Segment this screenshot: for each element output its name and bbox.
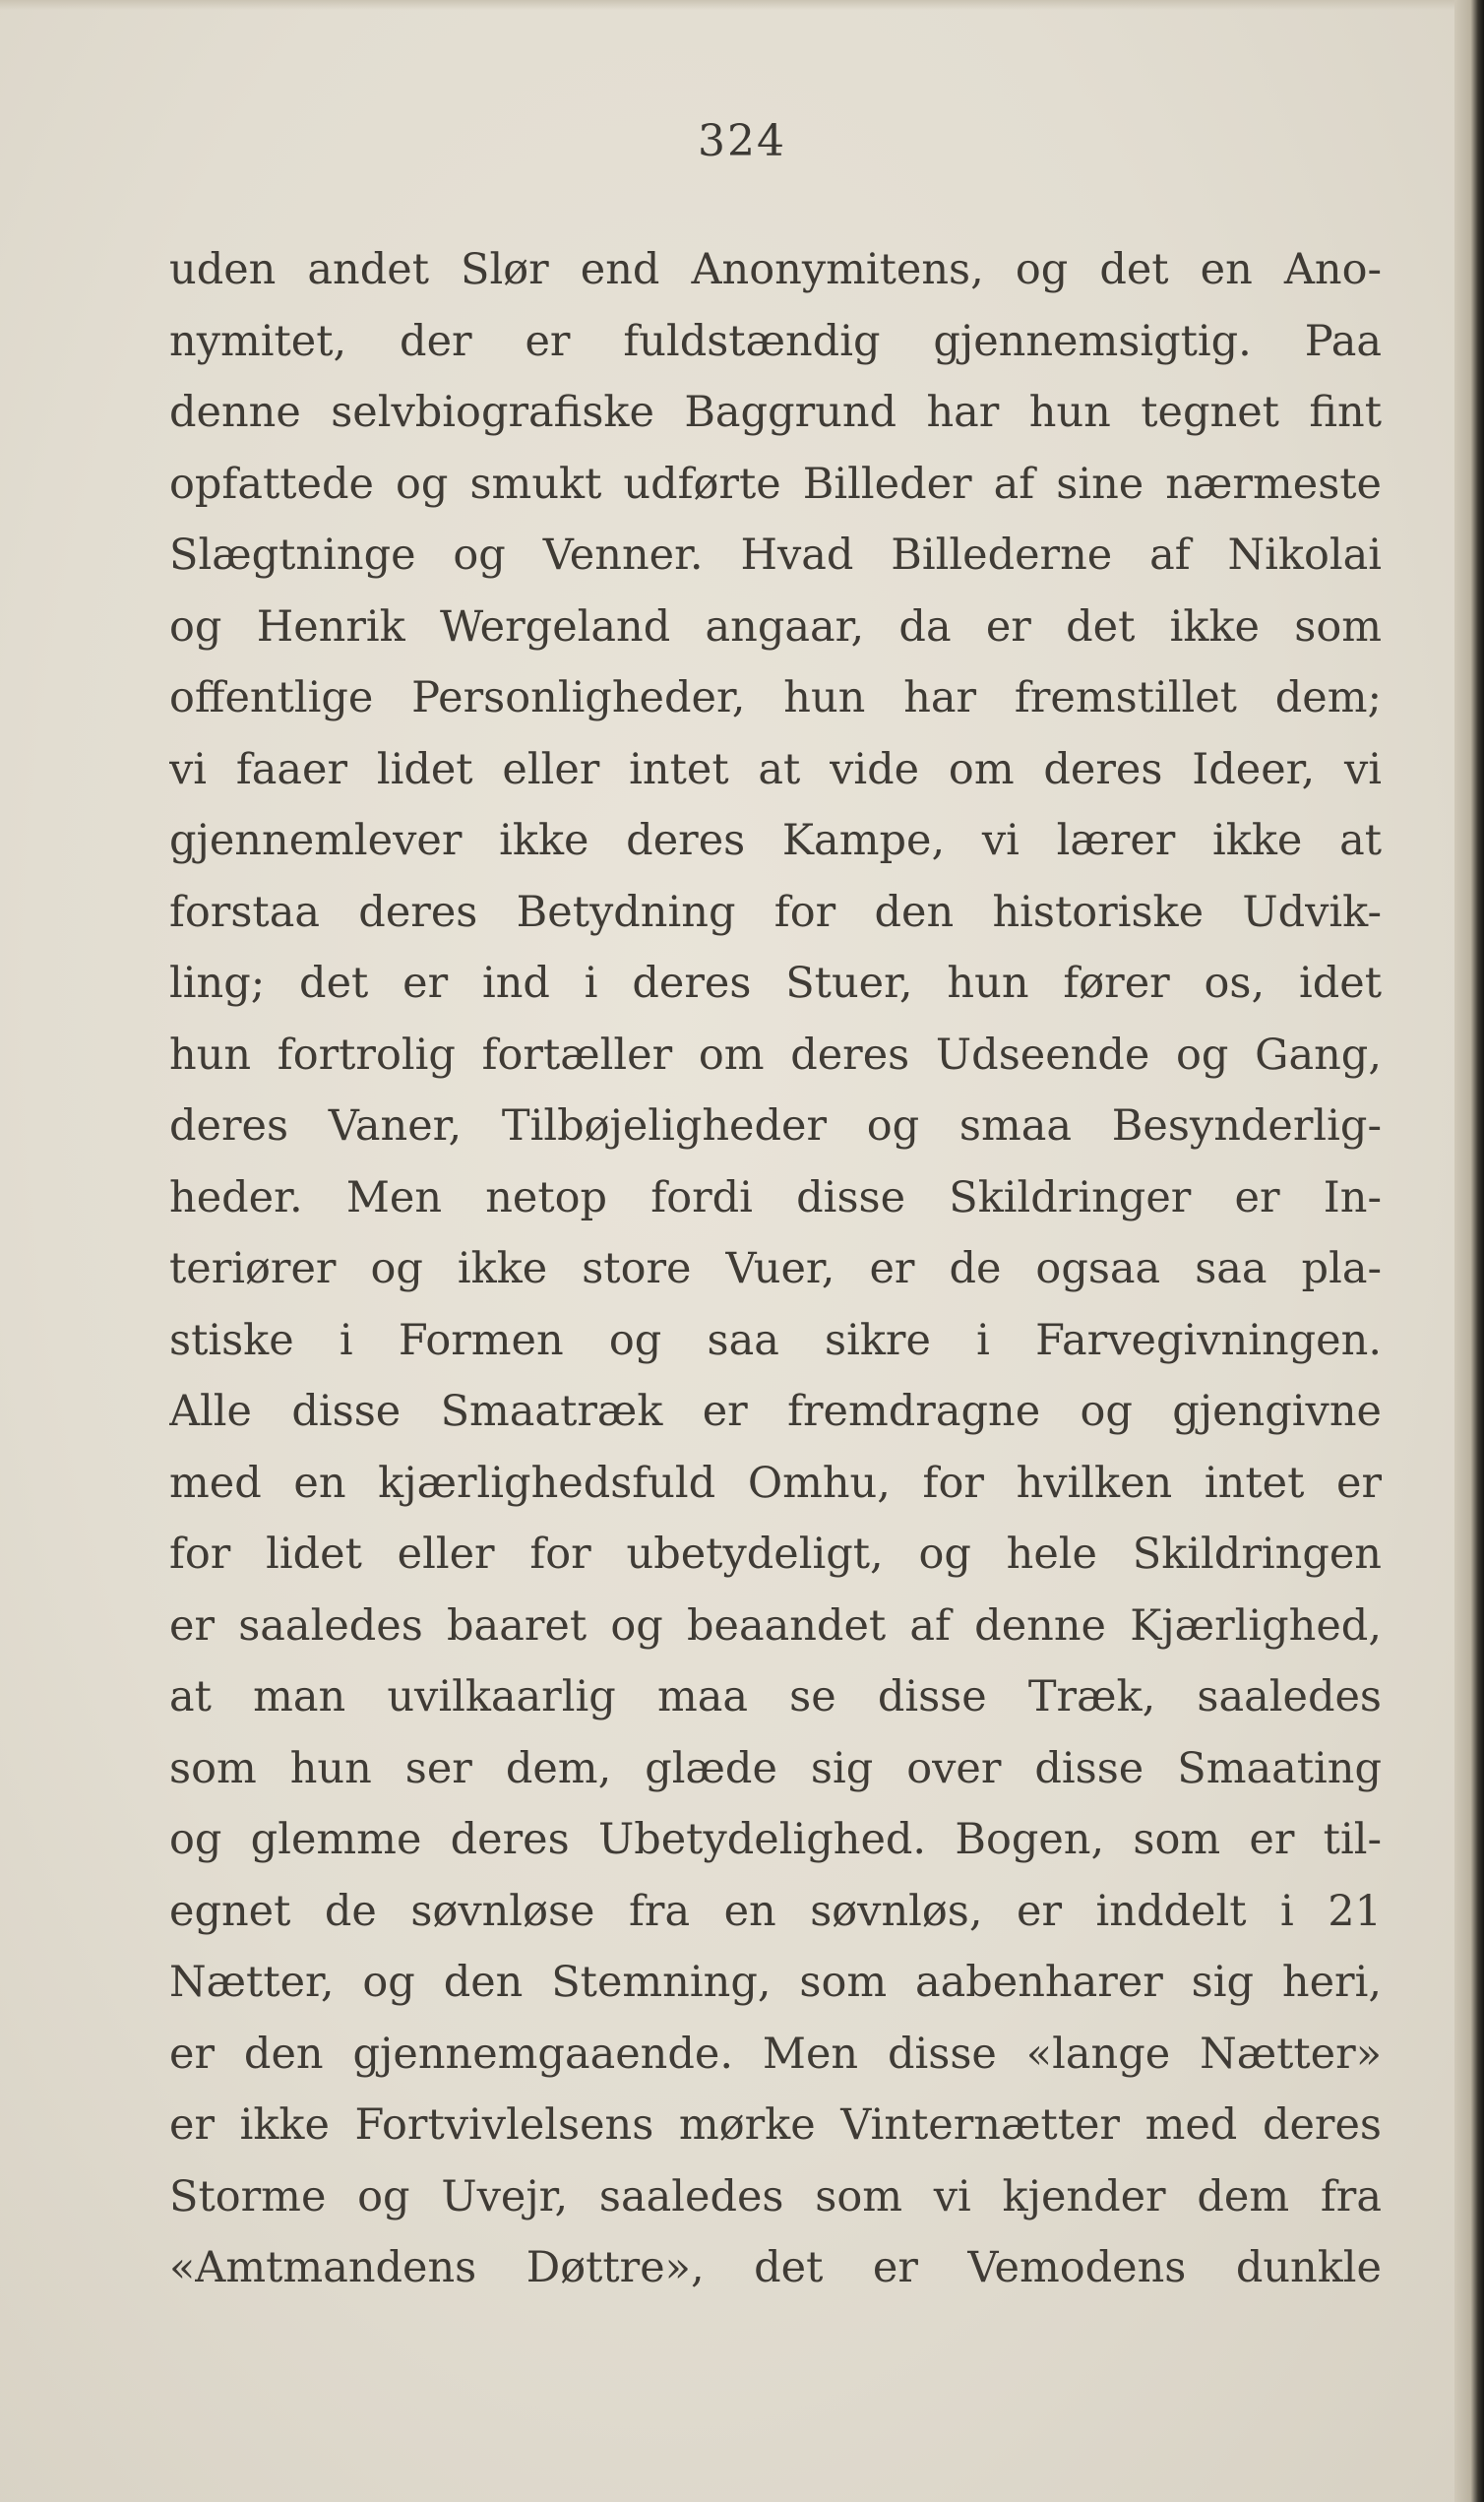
text-line: for lidet eller for ubetydeligt, og hele Skildringen [169,1530,1382,1579]
text-line: offentlige Personligheder, hun har fremstillet dem; [169,673,1382,722]
text-line: uden andet Slør end Anonymitens, og det en Ano- [169,245,1382,294]
text-line: med en kjærlighedsfuld Omhu, for hvilken intet er [169,1458,1382,1508]
page-number: 324 [698,116,786,166]
page-binding-edge [1454,0,1484,2502]
text-line: og Henrik Wergeland angaar, da er det ikke som [169,601,1382,652]
text-line: deres Vaner, Tilbøjeligheder og smaa Besynderlig- [169,1101,1382,1151]
text-line: er ikke Fortvivlelsens mørke Vinternætter med deres [169,2100,1382,2150]
text-line: Slægtninge og Venner. Hvad Billederne af Nikolai [169,531,1382,580]
text-line: heder. Men netop fordi disse Skildringer er In- [169,1172,1382,1222]
text-line: «Amtmandens Døttre», det er Vemodens dunkle [169,2243,1382,2292]
text-line: egnet de søvnløse fra en søvnløs, er inddelt i 21 [169,1886,1382,1936]
text-line: hun fortrolig fortæller om deres Udseende og Gang, [169,1030,1382,1080]
text-line: Alle disse Smaatræk er fremdragne og gjengivne [169,1387,1382,1436]
text-line: forstaa deres Betydning for den historiske Udvik- [169,887,1382,937]
text-line: gjennemlever ikke deres Kampe, vi lærer ikke at [169,816,1382,865]
text-line: ling; det er ind i deres Stuer, hun fører os, idet [169,959,1382,1008]
body-text [169,234,1382,2304]
text-line: som hun ser dem, glæde sig over disse Smaating [169,1743,1382,1793]
page-top-shadow [0,0,1484,10]
text-line: opfattede og smukt udførte Billeder af sine nærmeste [169,459,1382,509]
text-line: er den gjennemgaaende. Men disse «lange Nætter» [169,2029,1382,2079]
text-line: Nætter, og den Stemning, som aabenharer sig heri, [169,1958,1382,2007]
text-line: denne selvbiografiske Baggrund har hun tegnet fint [169,388,1382,437]
text-line: vi faaer lidet eller intet at vide om deres Ideer, vi [169,744,1382,794]
text-line: Storme og Uvejr, saaledes som vi kjender dem fra [169,2171,1382,2221]
text-line: nymitet, der er fuldstændig gjennemsigtig. Paa [169,316,1382,366]
text-line: stiske i Formen og saa sikre i Farvegivningen. [169,1315,1382,1365]
text-line: og glemme deres Ubetydelighed. Bogen, som er til- [169,1815,1382,1864]
text-line: teriører og ikke store Vuer, er de ogsaa saa pla- [169,1244,1382,1293]
text-line: at man uvilkaarlig maa se disse Træk, saaledes [169,1672,1382,1721]
text-line: er saaledes baaret og beaandet af denne Kjærlighed, [169,1600,1382,1651]
